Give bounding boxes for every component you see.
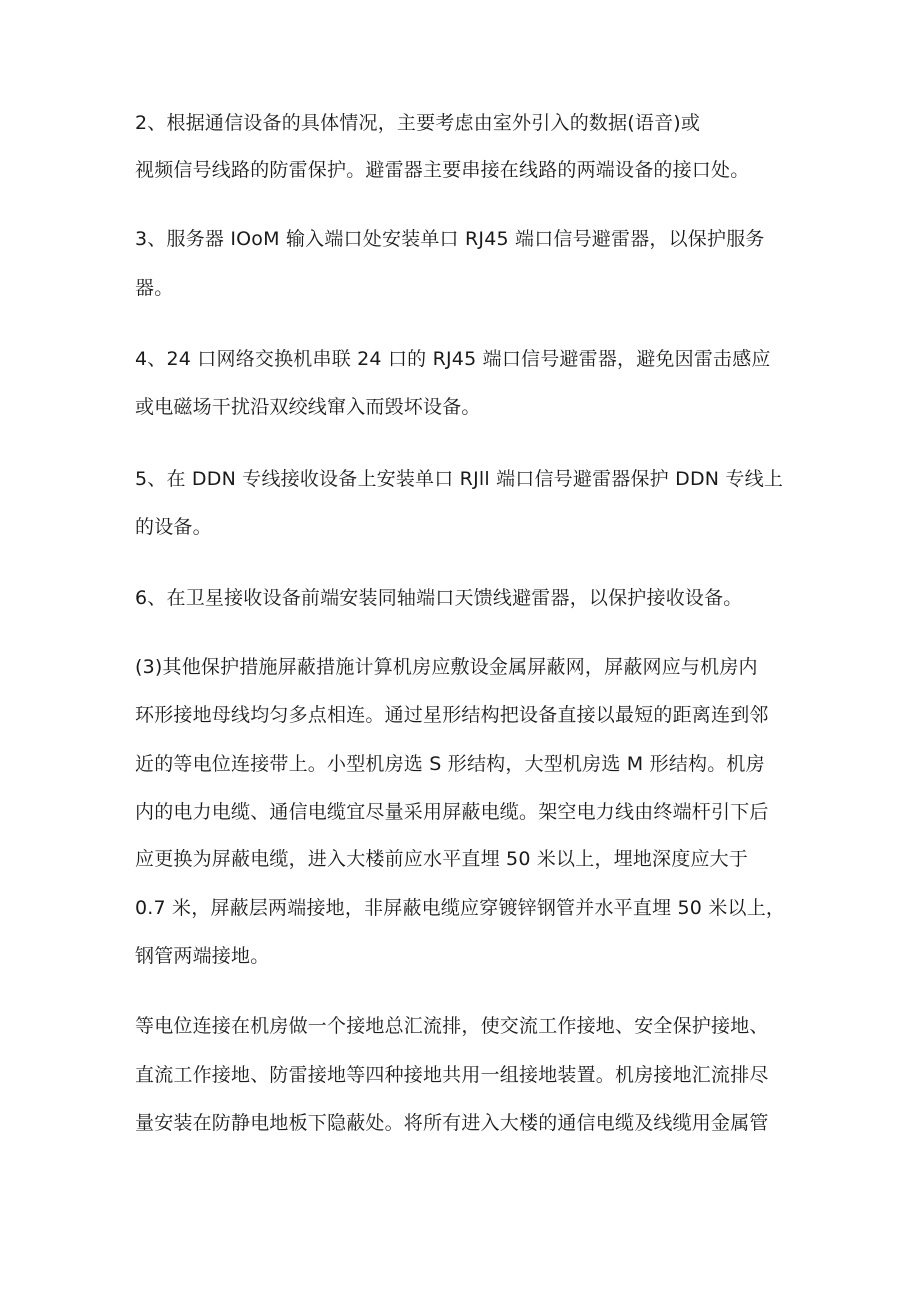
paragraph-6-line-3: 近的等电位连接带上。小型机房选 S 形结构，大型机房选 M 形结构。机房: [135, 753, 765, 775]
paragraph-6-line-5: 应更换为屏蔽电缆，进入大楼前应水平直埋 50 米以上，埋地深度应大于: [135, 848, 749, 870]
paragraph-2-line-1: 3、服务器 IOoM 输入端口处安装单口 RJ45 端口信号避雷器，以保护服务: [135, 228, 765, 250]
paragraph-2-line-2: 器。: [135, 277, 174, 299]
paragraph-1-line-1: 2、根据通信设备的具体情况，主要考虑由室外引入的数据(语音)或: [135, 112, 701, 134]
paragraph-3-line-2: 或电磁场干扰沿双绞线窜入而毁坏设备。: [135, 396, 481, 418]
paragraph-3-line-1: 4、24 口网络交换机串联 24 口的 RJ45 端口信号避雷器，避免因雷击感应: [135, 348, 771, 370]
paragraph-6-line-4: 内的电力电缆、通信电缆宜尽量采用屏蔽电缆。架空电力线由终端杆引下后: [135, 801, 769, 823]
paragraph-1-line-2: 视频信号线路的防雷保护。避雷器主要串接在线路的两端设备的接口处。: [135, 159, 750, 181]
paragraph-6-line-6: 0.7 米，屏蔽层两端接地，非屏蔽电缆应穿镀锌钢管并水平直埋 50 米以上，: [135, 897, 786, 919]
paragraph-4-line-2: 的设备。: [135, 516, 212, 538]
paragraph-6-line-1: (3)其他保护措施屏蔽措施计算机房应敷设金属屏蔽网，屏蔽网应与机房内: [135, 656, 758, 678]
paragraph-6-line-7: 钢管两端接地。: [135, 945, 270, 967]
paragraph-4-line-1: 5、在 DDN 专线接收设备上安装单口 RJll 端口信号避雷器保护 DDN 专线上: [135, 468, 784, 490]
paragraph-6-line-2: 环形接地母线均匀多点相连。通过星形结构把设备直接以最短的距离连到邻: [135, 704, 769, 726]
paragraph-7-line-3: 量安装在防静电地板下隐蔽处。将所有进入大楼的通信电缆及线缆用金属管: [135, 1112, 769, 1134]
paragraph-7-line-1: 等电位连接在机房做一个接地总汇流排，使交流工作接地、安全保护接地、: [135, 1015, 769, 1037]
paragraph-7-line-2: 直流工作接地、防雷接地等四种接地共用一组接地装置。机房接地汇流排尽: [135, 1064, 769, 1086]
paragraph-5-line-1: 6、在卫星接收设备前端安装同轴端口天馈线避雷器，以保护接收设备。: [135, 587, 743, 609]
